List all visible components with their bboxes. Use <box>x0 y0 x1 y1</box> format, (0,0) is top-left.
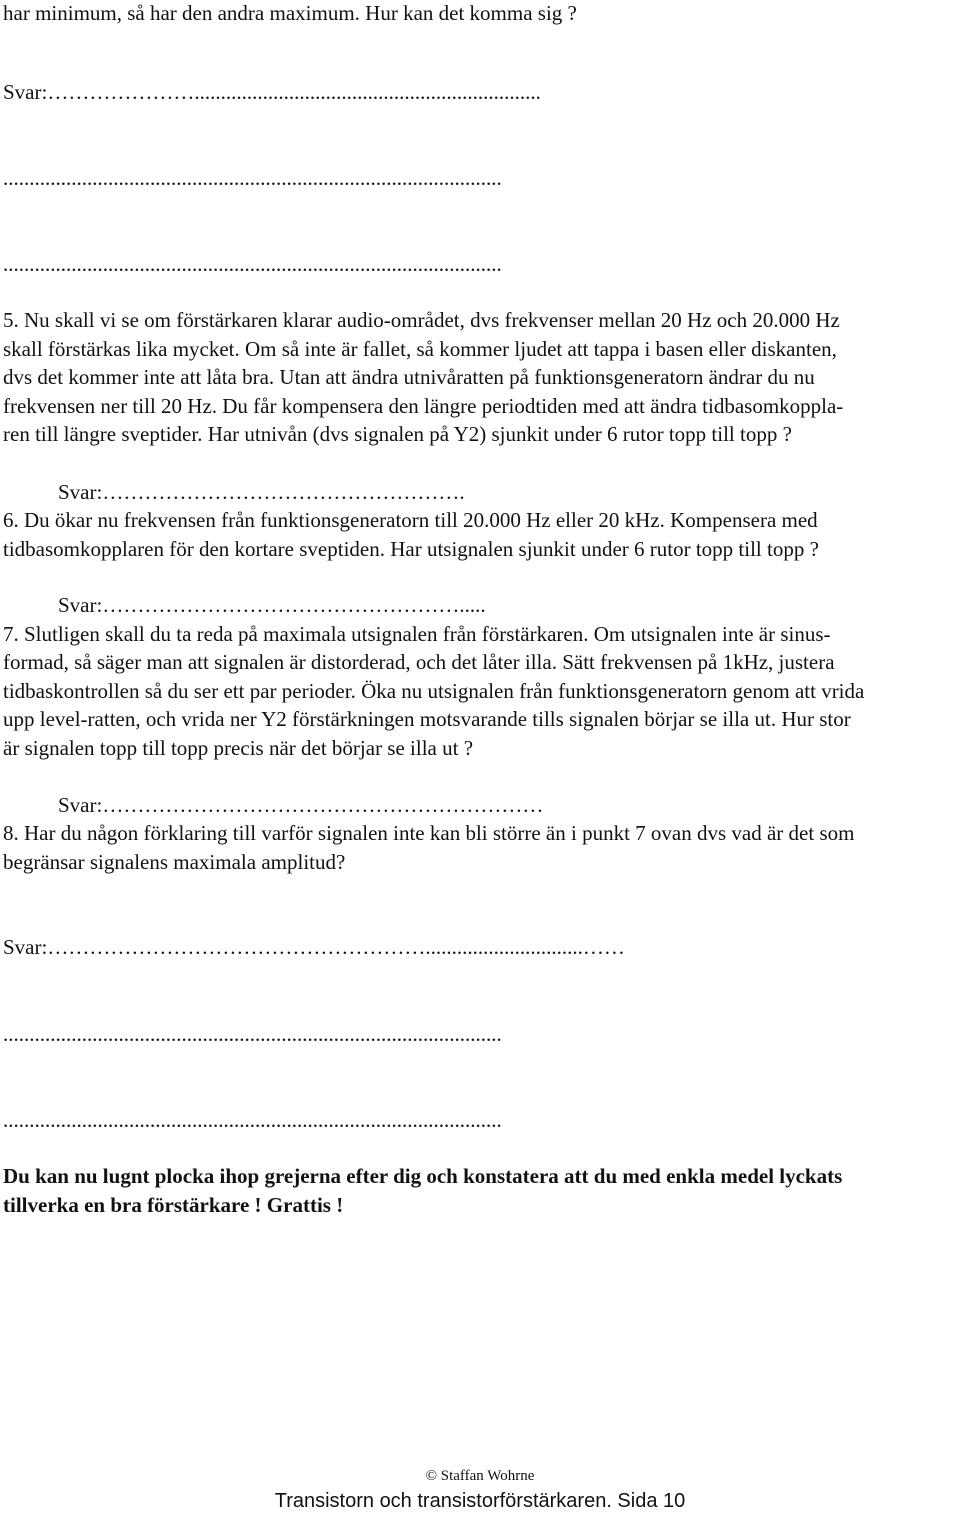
answer-line-intro-3: ............................................................................................... <box>3 252 502 276</box>
closing-line-1: Du kan nu lugnt plocka ihop grejerna efter dig och konstatera att du med enkla medel lyckats <box>3 1164 843 1188</box>
question-7-line-1: 7. Slutligen skall du ta reda på maximala utsignalen från förstärkaren. Om utsignalen inte är sinus- <box>3 622 831 646</box>
answer-line-intro-2: ............................................................................................... <box>3 166 502 190</box>
answer-line-intro-1: Svar:………………….................................................................. <box>3 80 541 104</box>
question-7-line-4: upp level-ratten, och vrida ner Y2 förstärkningen motsvarande tills signalen börjar se illa ut. Hur stor <box>3 707 851 731</box>
question-7-line-2: formad, så säger man att signalen är distorderad, och det låter illa. Sätt frekvensen på 1kHz, justera <box>3 650 835 674</box>
question-5-line-5: ren till längre sveptider. Har utnivån (dvs signalen på Y2) sjunkit under 6 rutor topp till topp ? <box>3 422 792 446</box>
question-8-line-2: begränsar signalens maximala amplitud? <box>3 850 346 874</box>
question-6-answer: Svar:……………………………………………..... <box>58 593 486 617</box>
question-8-answer-1: Svar:………………………………………………..............................…… <box>3 935 625 959</box>
question-5-answer: Svar:……………………………………………. <box>58 480 465 504</box>
question-6-line-2: tidbasomkopplaren för den kortare sveptiden. Har utsignalen sjunkit under 6 rutor topp till topp ? <box>3 537 819 561</box>
question-5-line-2: skall förstärkas lika mycket. Om så inte är fallet, så kommer ljudet att tappa i basen eller diskanten, <box>3 337 837 361</box>
question-8-line-1: 8. Har du någon förklaring till varför signalen inte kan bli större än i punkt 7 ovan dvs vad är det som <box>3 821 855 845</box>
question-8-answer-3: ............................................................................................... <box>3 1108 502 1132</box>
question-8-answer-2: ............................................................................................... <box>3 1022 502 1046</box>
question-7-answer: Svar:……………………………………………………… <box>58 793 544 817</box>
question-6-line-1: 6. Du ökar nu frekvensen från funktionsgeneratorn till 20.000 Hz eller 20 kHz. Kompensera med <box>3 508 818 532</box>
footer-page-title: Transistorn och transistorförstärkaren. Sida 10 <box>274 1490 686 1512</box>
question-5-line-4: frekvensen ner till 20 Hz. Du får kompensera den längre periodtiden med att ändra tidbasomkoppla- <box>3 394 844 418</box>
intro-line: har minimum, så har den andra maximum. Hur kan det komma sig ? <box>3 1 577 25</box>
question-7-line-3: tidbaskontrollen så du ser ett par perioder. Öka nu utsignalen från funktionsgeneratorn genom att vrida <box>3 679 865 703</box>
question-5-line-1: 5. Nu skall vi se om förstärkaren klarar audio-området, dvs frekvenser mellan 20 Hz och 20.000 Hz <box>3 308 840 332</box>
question-5-line-3: dvs det kommer inte att låta bra. Utan att ändra utnivåratten på funktionsgeneratorn ändrar du nu <box>3 365 815 389</box>
question-7-line-5: är signalen topp till topp precis när det börjar se illa ut ? <box>3 736 474 760</box>
closing-line-2: tillverka en bra förstärkare ! Grattis ! <box>3 1193 344 1217</box>
footer-copyright: © Staffan Wohrne <box>425 1468 535 1484</box>
